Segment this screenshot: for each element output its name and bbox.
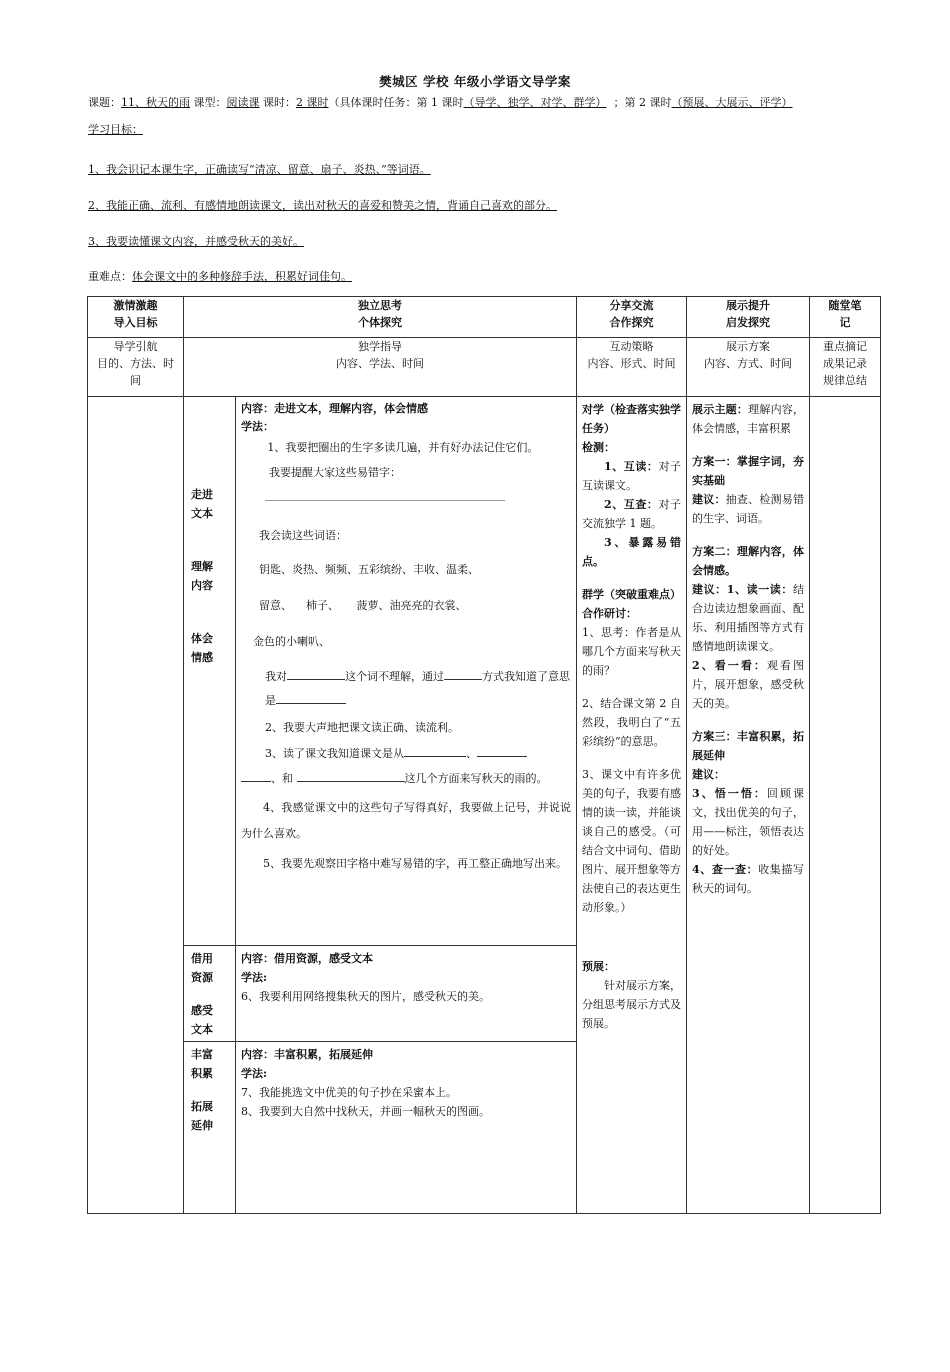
lesson-name: 11、秋天的雨 bbox=[121, 96, 190, 109]
group-study-title: 群学（突破重难点） bbox=[582, 588, 681, 601]
key-point bbox=[88, 268, 352, 284]
check-item: 3、暴露易错点。 bbox=[582, 536, 681, 568]
plan-suggestion: 建议：1、读一读：结合边读边想象画面、配乐、利用插图等方式有感情地朗读课文。 bbox=[692, 583, 804, 653]
content-title: 内容：丰富积累，拓展延伸 bbox=[241, 1048, 373, 1061]
pair-study-title: 对学（检查落实独学任务） bbox=[582, 403, 681, 435]
blank[interactable] bbox=[276, 702, 346, 704]
preview-title: 预展： bbox=[582, 960, 615, 973]
content-title: 内容：借用资源，感受文本 bbox=[241, 952, 373, 965]
lesson-type: 阅读课 bbox=[226, 96, 260, 109]
blank[interactable] bbox=[404, 755, 466, 757]
discuss-item: 2、结合课文第 2 自然段，我明白了“五彩缤纷”的意思。 bbox=[582, 697, 681, 748]
keypoint-label: 重难点： bbox=[88, 270, 132, 283]
header-cell: 激情激趣 导入目标 bbox=[88, 297, 184, 338]
instruction: 1、我要把圈出的生字多读几遍，并有好办法记住它们。 bbox=[267, 441, 539, 454]
stage-label-cell: 借用 资源 感受 文本 bbox=[184, 946, 236, 1042]
goal-item: 2、我能正确、流利、有感情地朗读课文，读出对秋天的喜爱和赞美之情，背诵自己喜欢的部分。 bbox=[88, 199, 557, 212]
self-study-cell bbox=[236, 397, 577, 946]
instruction: 8、我要到大自然中找秋天，并画一幅秋天的图画。 bbox=[241, 1105, 490, 1118]
self-study-cell bbox=[236, 1042, 577, 1214]
task2-prefix: ；第 2 课时 bbox=[606, 96, 672, 109]
header-cell: 独立思考 个体探究 bbox=[184, 297, 577, 338]
stage-label-cell: 走进 文本 理解 内容 体会 情感 bbox=[184, 397, 236, 946]
header-cell: 随堂笔 记 bbox=[810, 297, 881, 338]
self-study-cell bbox=[236, 946, 577, 1042]
goals-label: 学习目标： bbox=[88, 123, 143, 136]
keypoint-text: 体会课文中的多种修辞手法，积累好词佳句。 bbox=[132, 270, 352, 283]
page-title: 樊城区 学校 年级小学语文导学案 bbox=[379, 74, 571, 89]
goal-item: 1、我会识记本课生字，正确读写“清凉、留意、扇子、炎热、”等词语。 bbox=[88, 163, 431, 176]
discuss-item: 1、思考：作者是从哪几个方面来写秋天的雨？ bbox=[582, 626, 681, 677]
word-list: 留意、 柿子、 菠萝、油亮亮的衣裳、 bbox=[259, 599, 467, 612]
word-list: 金色的小喇叭、 bbox=[253, 635, 330, 648]
subheader-cell: 互动策略 内容、形式、时间 bbox=[577, 338, 687, 397]
word-list: 钥匙、炎热、频频、五彩缤纷、丰收、温柔、 bbox=[259, 563, 479, 576]
stage-row bbox=[88, 397, 881, 946]
instruction: 6、我要利用网络搜集秋天的图片，感受秋天的美。 bbox=[241, 990, 490, 1003]
instruction: 我会读这些词语： bbox=[259, 529, 347, 542]
plan-suggestion: 4、查一查：收集描写秋天的词句。 bbox=[692, 863, 804, 895]
header-row bbox=[88, 297, 881, 338]
preview-text: 针对展示方案，分组思考展示方式及预展。 bbox=[582, 979, 681, 1030]
tasks-prefix: （具体课时任务：第 1 课时 bbox=[328, 96, 464, 109]
hours-prefix: 课时： bbox=[259, 96, 296, 109]
type-prefix: 课型： bbox=[190, 96, 227, 109]
fill-question: 我对 这个词不理解，通过 方式我知道了意思是 bbox=[265, 670, 570, 707]
check-item: 1、互读：对子互读课文。 bbox=[582, 460, 682, 492]
content-title: 内容：走进文本，理解内容，体会情感 bbox=[241, 402, 428, 415]
fill-question: 3、读了课文我知道课文是从 、 bbox=[241, 741, 571, 767]
plan-title: 方案一：掌握字词，夯实基础 bbox=[692, 455, 804, 487]
lesson-prefix: 课题： bbox=[88, 96, 121, 109]
header-cell: 展示提升 启发探究 bbox=[687, 297, 810, 338]
method-label: 学法: bbox=[241, 1067, 268, 1080]
task-1: （导学、独学、对学、群学） bbox=[463, 96, 607, 109]
stage-label-cell: 丰富 积累 拓展 延伸 bbox=[184, 1042, 236, 1214]
check-item: 2、互查：对子交流独学 1 题。 bbox=[582, 498, 682, 530]
display-cell bbox=[687, 397, 810, 1214]
subheader-cell: 重点摘记 成果记录 规律总结 bbox=[810, 338, 881, 397]
discuss-label: 合作研讨： bbox=[582, 607, 637, 620]
blank[interactable] bbox=[477, 755, 527, 757]
plan-title: 方案三：丰富积累，拓展延伸 bbox=[692, 730, 804, 762]
discuss-item: 3、课文中有许多优美的句子，我要有感情的读一读，并能谈谈自己的感受。（可结合文中词句、借助图片、展开想象等方法使自己的表达更生动形象。） bbox=[582, 768, 681, 914]
instruction: 4、我感觉课文中的这些句子写得真好，我要做上记号，并说说为什么喜欢。 bbox=[241, 801, 571, 840]
plan-suggestion: 3、悟一悟：回顾课文，找出优美的句子，用——标注，领悟表达的好处。 bbox=[692, 787, 805, 857]
subheader-cell: 展示方案 内容、方式、时间 bbox=[687, 338, 810, 397]
lesson-meta bbox=[88, 94, 888, 110]
subheader-cell: 导学引航 目的、方法、时 间 bbox=[88, 338, 184, 397]
notes-cell[interactable] bbox=[810, 397, 881, 1214]
subheader-cell: 独学指导 内容、学法、时间 bbox=[184, 338, 577, 397]
check-label: 检测： bbox=[582, 441, 615, 454]
subheader-row bbox=[88, 338, 881, 397]
plan-suggestion: 建议：抽查、检测易错的生字、词语。 bbox=[692, 493, 805, 525]
blank[interactable] bbox=[241, 780, 271, 782]
plan-suggestion-label: 建议： bbox=[692, 768, 725, 781]
intro-cell bbox=[88, 397, 184, 1214]
blank[interactable] bbox=[444, 678, 482, 680]
task-2: （预展、大展示、评学） bbox=[671, 96, 793, 109]
instruction: 2、我要大声地把课文读正确、读流利。 bbox=[265, 721, 459, 734]
method-label: 学法: bbox=[241, 971, 268, 984]
goal-item: 3、我要读懂课文内容，并感受秋天的美好。 bbox=[88, 235, 304, 248]
instruction: 7、我能挑选文中优美的句子抄在采蜜本上。 bbox=[241, 1086, 457, 1099]
instruction: 5、我要先观察田字格中难写易错的字，再工整正确地写出来。 bbox=[263, 857, 567, 870]
interaction-cell bbox=[577, 397, 687, 1214]
display-theme: 展示主题：理解内容，体会情感，丰富积累 bbox=[692, 403, 805, 435]
plan-suggestion: 2、看一看：观看图片，展开想象，感受秋天的美。 bbox=[692, 659, 805, 710]
answer-line[interactable] bbox=[265, 492, 505, 501]
lesson-hours: 2 课时 bbox=[296, 96, 329, 109]
method-label: 学法： bbox=[241, 420, 274, 433]
blank[interactable] bbox=[297, 780, 405, 782]
study-plan-table bbox=[87, 296, 881, 1214]
fill-question: 、和 这几个方面来写秋天的雨的。 bbox=[241, 767, 571, 791]
header-cell: 分享交流 合作探究 bbox=[577, 297, 687, 338]
blank[interactable] bbox=[287, 678, 345, 680]
instruction: 我要提醒大家这些易错字： bbox=[269, 466, 401, 479]
plan-title: 方案二：理解内容，体会情感。 bbox=[692, 545, 804, 577]
